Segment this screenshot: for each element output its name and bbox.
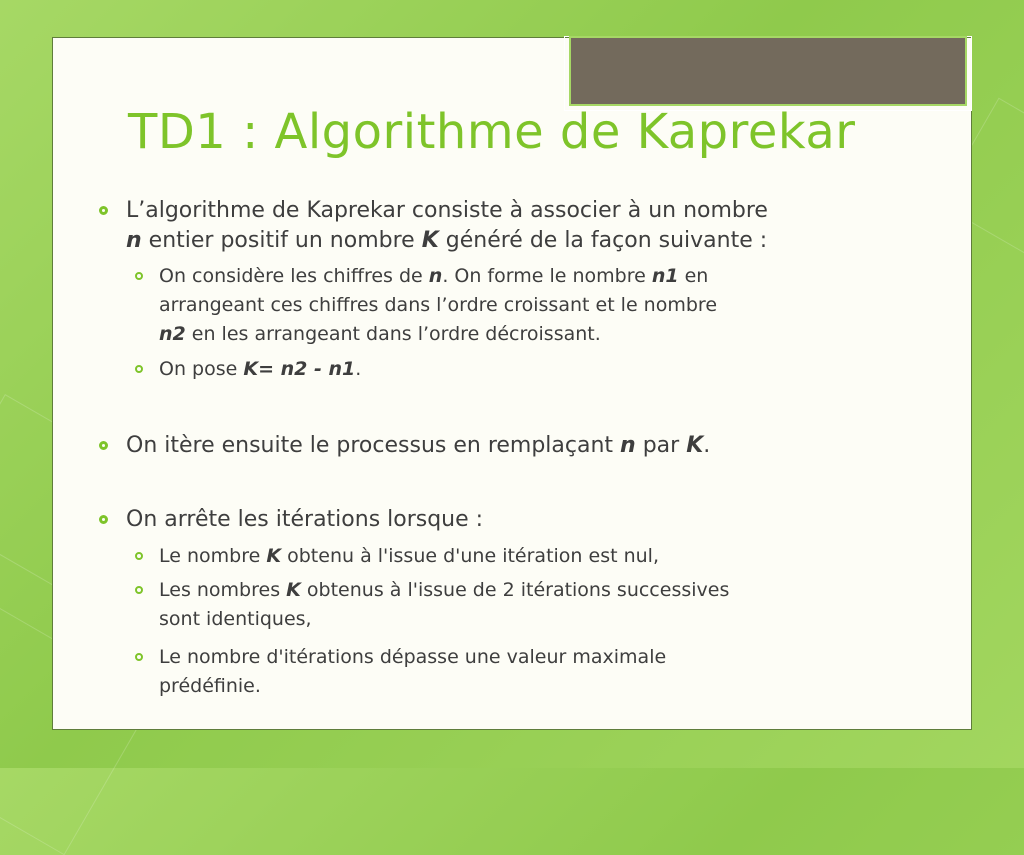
text-run: On itère ensuite le processus en remplaçant: [126, 433, 621, 458]
text-run: entier positif un nombre: [141, 228, 422, 253]
bullet-line: [159, 262, 717, 291]
emphasis-text: K= n2 - n1: [243, 358, 356, 380]
bullet-circle-icon: [135, 586, 143, 594]
bullet-item-level-2: [159, 262, 717, 349]
bullet-line: [126, 431, 710, 461]
bullet-item-level-2: [159, 576, 729, 634]
text-run: prédéfinie.: [159, 675, 261, 697]
bullet-line: [159, 355, 361, 384]
text-run: arrangeant ces chiffres dans l’ordre croissant et le nombre: [159, 294, 718, 316]
text-run: On pose: [159, 358, 244, 380]
text-run: L’algorithme de Kaprekar consiste à associer à un nombre: [126, 198, 768, 223]
text-run: On arrête les itérations lorsque :: [126, 507, 484, 532]
bullet-line: [159, 643, 666, 672]
emphasis-text: n1: [651, 265, 679, 287]
bullet-line: [159, 576, 729, 605]
bullet-circle-icon: [135, 653, 143, 661]
emphasis-text: K: [421, 228, 439, 253]
text-run: obtenu à l'issue d'une itération est nul,: [281, 545, 659, 567]
bullet-line: [126, 505, 483, 535]
text-run: . On forme le nombre: [442, 265, 652, 287]
emphasis-text: n: [126, 228, 142, 253]
text-run: Le nombre d'itérations dépasse une valeur maximale: [159, 646, 667, 668]
text-run: Le nombre: [159, 545, 267, 567]
text-run: .: [703, 433, 711, 458]
bullet-circle-icon: [135, 365, 143, 373]
text-run: en: [678, 265, 709, 287]
bullet-item-level-2: [159, 643, 666, 701]
bullet-circle-icon: [135, 272, 143, 280]
emphasis-text: K: [266, 545, 282, 567]
text-run: en les arrangeant dans l’ordre décroissant.: [185, 323, 601, 345]
bullet-item-level-2: [159, 542, 659, 571]
text-run: généré de la façon suivante :: [438, 228, 768, 253]
text-run: Les nombres: [159, 579, 287, 601]
bullet-line: [159, 320, 717, 349]
bullet-line: [126, 226, 768, 256]
emphasis-text: K: [286, 579, 301, 601]
emphasis-text: n: [620, 433, 636, 458]
bullet-item-level-2: [159, 355, 361, 384]
bullet-circle-icon: [99, 206, 108, 215]
text-run: par: [635, 433, 687, 458]
bullet-item-level-1: [126, 196, 768, 256]
emphasis-text: K: [686, 433, 704, 458]
emphasis-text: n: [428, 265, 443, 287]
bullet-circle-icon: [135, 552, 143, 560]
bullet-line: [159, 291, 717, 320]
bullet-line: [126, 196, 768, 226]
bullet-item-level-1: [126, 505, 483, 535]
emphasis-text: n2: [159, 323, 186, 345]
text-run: On considère les chiffres de: [159, 265, 429, 287]
bullet-line: [159, 542, 659, 571]
text-run: .: [355, 358, 362, 380]
text-run: obtenus à l'issue de 2 itérations successives: [300, 579, 730, 601]
bullet-circle-icon: [99, 515, 108, 524]
bullet-line: [159, 672, 666, 701]
bullet-item-level-1: [126, 431, 710, 461]
bullet-line: [159, 605, 729, 634]
bullet-circle-icon: [99, 441, 108, 450]
slide-title: TD1 : Algorithme de Kaprekar: [128, 104, 856, 160]
text-run: sont identiques,: [159, 608, 312, 630]
